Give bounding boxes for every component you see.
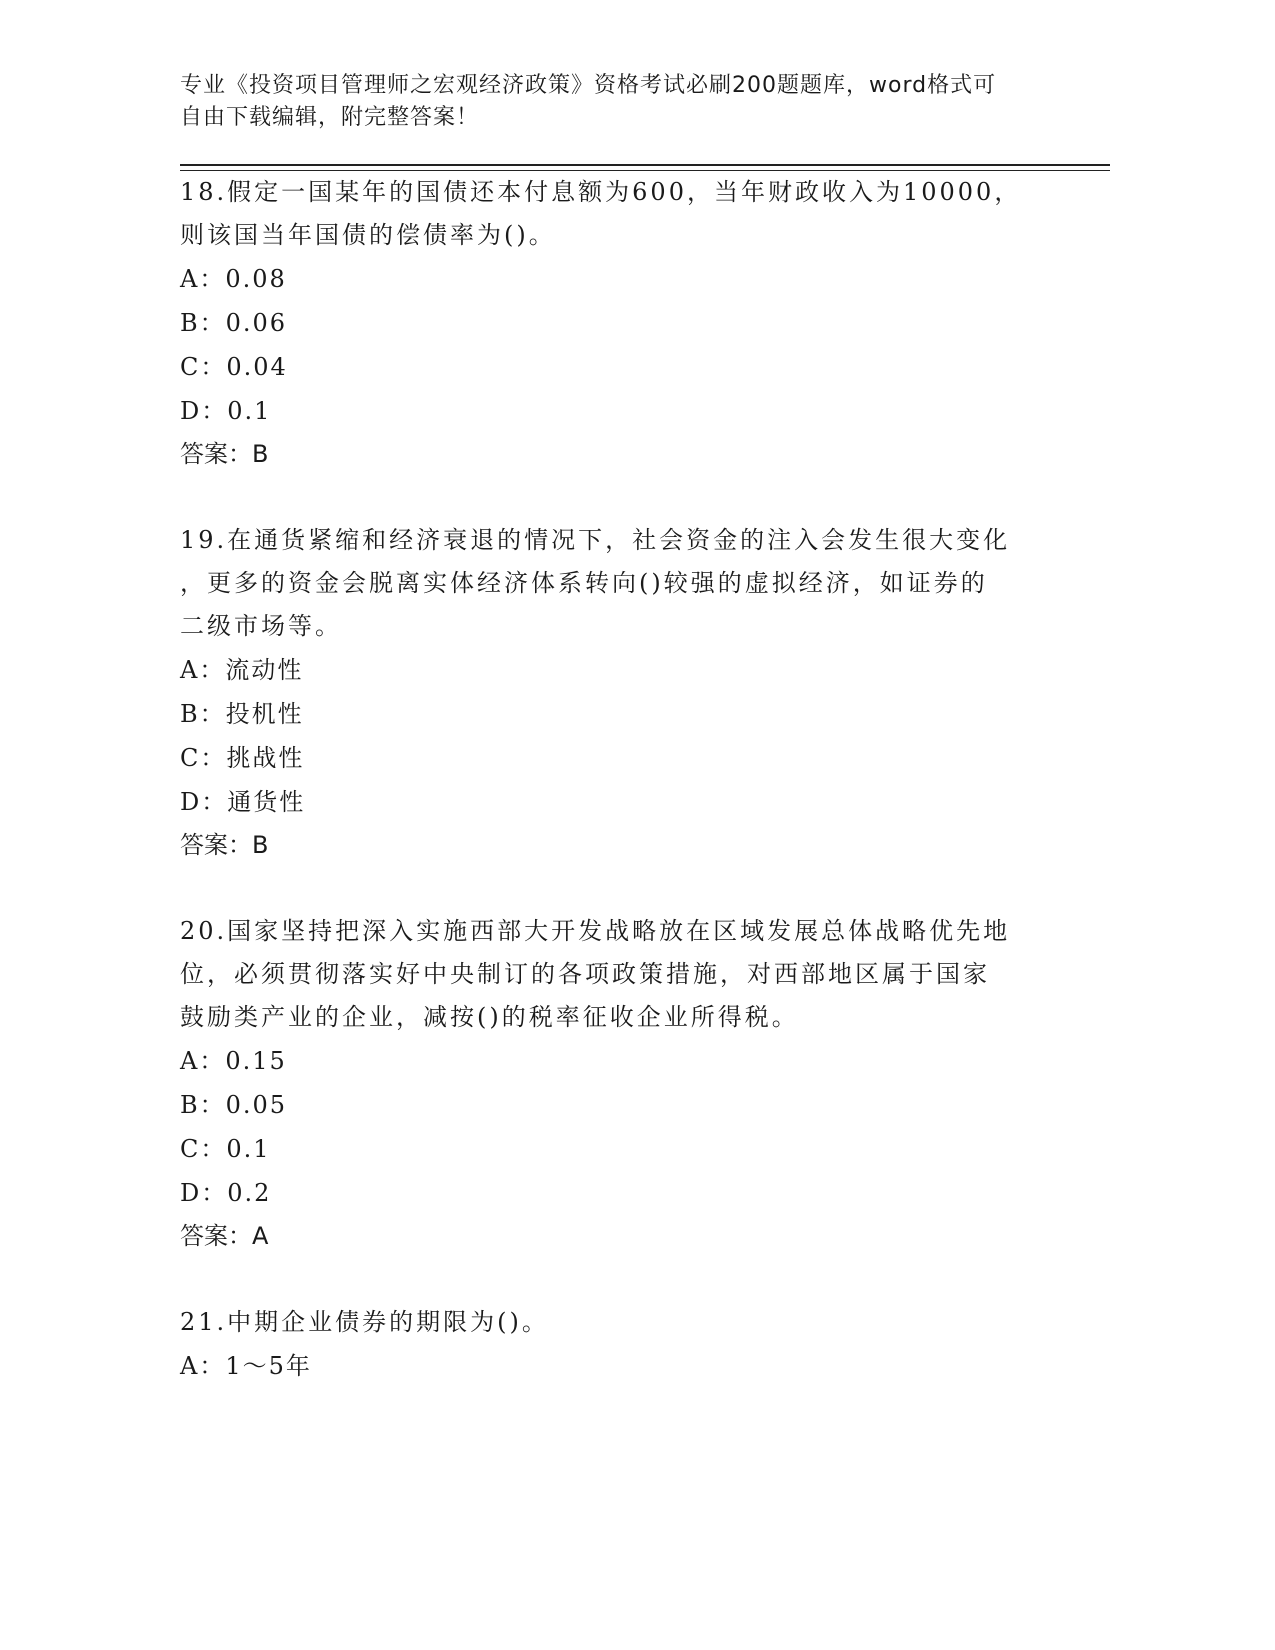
stem-line: 则该国当年国债的偿债率为()。 — [180, 221, 556, 249]
stem-line: 位，必须贯彻落实好中央制订的各项政策措施，对西部地区属于国家 — [180, 960, 990, 988]
option-b: B：投机性 — [180, 700, 304, 728]
option-b: B：0.06 — [180, 309, 288, 337]
question-stem — [180, 1301, 1110, 1344]
spacer — [180, 866, 1110, 910]
header-line-1: 专业《投资项目管理师之宏观经济政策》资格考试必刷200题题库，word格式可 — [180, 73, 997, 98]
question-18 — [180, 171, 1110, 475]
option-d: D：0.2 — [180, 1179, 272, 1207]
divider-line-thick — [180, 164, 1110, 166]
answer: 答案：B — [180, 440, 269, 468]
option-a: A：0.08 — [180, 265, 287, 293]
question-stem — [180, 910, 1110, 1039]
option-d: D：通货性 — [180, 788, 306, 816]
question-20 — [180, 910, 1110, 1257]
option-c: C：0.1 — [180, 1135, 271, 1163]
answer: 答案：A — [180, 1222, 269, 1250]
question-stem — [180, 519, 1110, 648]
stem-line: 21.中期企业债券的期限为()。 — [180, 1308, 549, 1336]
option-a: A：流动性 — [180, 656, 304, 684]
option-a: A：0.15 — [180, 1047, 287, 1075]
option-d: D：0.1 — [180, 397, 272, 425]
stem-line: 鼓励类产业的企业，减按()的税率征收企业所得税。 — [180, 1003, 799, 1031]
stem-line: 19.在通货紧缩和经济衰退的情况下，社会资金的注入会发生很大变化 — [180, 526, 1011, 554]
answer: 答案：B — [180, 831, 269, 859]
question-19 — [180, 519, 1110, 866]
spacer — [180, 475, 1110, 519]
stem-line: 二级市场等。 — [180, 612, 342, 640]
document-page — [180, 70, 1110, 1388]
document-header — [180, 70, 1110, 134]
option-b: B：0.05 — [180, 1091, 288, 1119]
spacer — [180, 1257, 1110, 1301]
option-a: A：1～5年 — [180, 1352, 312, 1380]
option-c: C：0.04 — [180, 353, 288, 381]
stem-line: ，更多的资金会脱离实体经济体系转向()较强的虚拟经济，如证券的 — [180, 569, 988, 597]
header-divider — [180, 164, 1110, 171]
header-line-2: 自由下载编辑，附完整答案！ — [180, 105, 480, 130]
stem-line: 20.国家坚持把深入实施西部大开发战略放在区域发展总体战略优先地 — [180, 917, 1011, 945]
stem-line: 18.假定一国某年的国债还本付息额为600，当年财政收入为10000， — [180, 178, 1022, 206]
option-c: C：挑战性 — [180, 744, 305, 772]
question-stem — [180, 171, 1110, 257]
question-21 — [180, 1301, 1110, 1388]
